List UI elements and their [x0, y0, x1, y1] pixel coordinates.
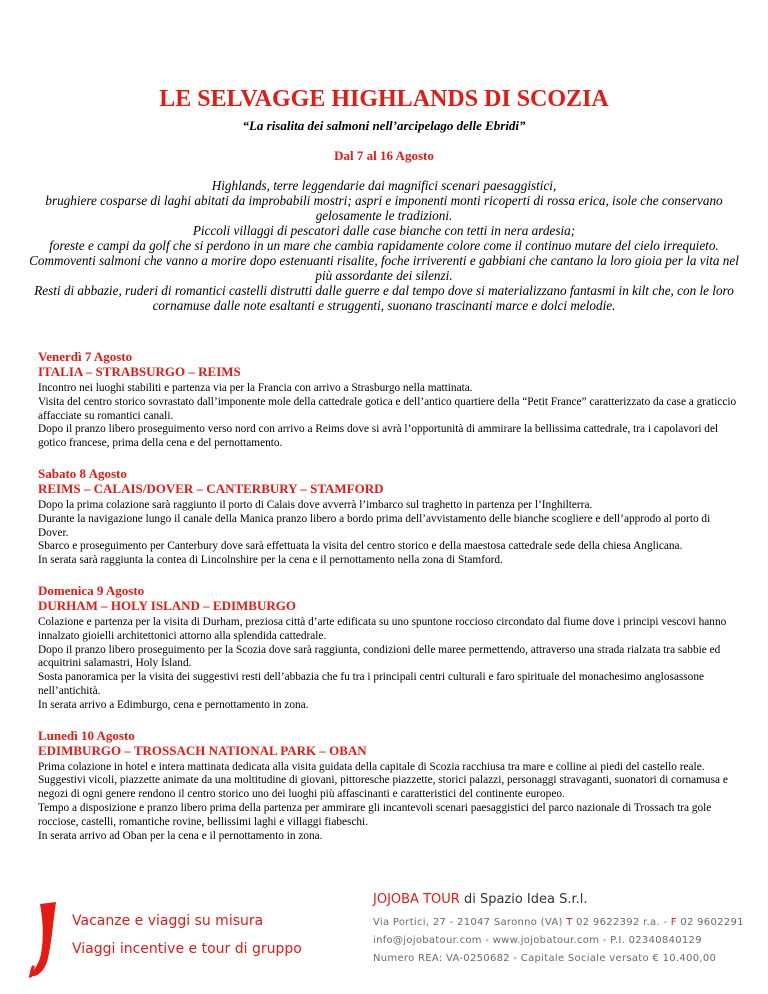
- fax: 02 9602291: [676, 917, 744, 928]
- day-paragraph: In serata sarà raggiunta la contea di Lincolnshire per la cena e il pernottamento nella zona di Stamford.: [38, 554, 503, 567]
- intro-line: Commoventi salmoni che vanno a morire dopo estenuanti risalite, foche irriverenti e gabbiani che cantano la loro gioia per la vita nel più assordante dei silenzi.: [29, 253, 739, 283]
- day-paragraph: Tempo a disposizione e pranzo libero prima della partenza per ammirare gli incantevoli scenari paesaggistici del parco nazionale di Trossach tra gole rocciose, castelli, romantiche rovine, bellissimi laghi e villaggi fiabeschi.: [38, 801, 712, 828]
- day-route: DURHAM – HOLY ISLAND – EDIMBURGO: [38, 597, 296, 613]
- day-paragraph: Incontro nei luoghi stabiliti e partenza via per la Francia con arrivo a Strasburgo nella mattinata.: [38, 382, 473, 394]
- day-route: ITALIA – STRABSURGO – REIMS: [38, 364, 241, 379]
- day-paragraph: In serata arrivo ad Oban per la cena e il pernottamento in zona.: [38, 829, 323, 842]
- intro-line: Resti di abbazie, ruderi di romantici castelli distrutti dalle guerre e dal tempo dove si materializzano fantasmi in kilt che, con le loro cornamuse dalle note esaltanti e struggenti, suonano trascinanti marce e dolci melodie.: [34, 283, 734, 313]
- day-paragraph: Colazione e partenza per la visita di Durham, preziosa città d’arte edificata su uno spuntone roccioso circondato dal fiume dove i principi vescovi hanno innalzato gioielli architettonici attorno alla splendida cattedrale.: [38, 615, 727, 642]
- footer-slogan: Viaggi incentive e tour di gruppo: [72, 941, 302, 957]
- day-paragraph: In serata arrivo a Edimburgo, cena e pernottamento in zona.: [38, 698, 309, 711]
- fax-label: F: [670, 917, 677, 928]
- day-route: EDIMBURGO – TROSSACH NATIONAL PARK – OBAN: [38, 742, 367, 758]
- itinerary: [38, 349, 738, 858]
- day-date: Venerdì 7 Agosto: [38, 349, 133, 364]
- day-route: REIMS – CALAIS/DOVER – CANTERBURY – STAMFORD: [38, 480, 384, 496]
- day-date: Lunedì 10 Agosto: [38, 727, 135, 743]
- day-paragraph: Sosta panoramica per la visita dei suggestivi resti dell’abbazia che fu tra i principali centri culturali e faro spirituale del monachesimo anglosassone nell’antichità.: [38, 671, 704, 697]
- company-brand: JOJOBA TOUR: [373, 892, 460, 907]
- tel-label: T: [566, 917, 573, 928]
- itinerary-day: [38, 583, 738, 713]
- intro-line: Highlands, terre leggendarie dai magnifici scenari paesaggistici,: [211, 178, 557, 193]
- day-paragraph: Durante la navigazione lungo il canale della Manica pranzo libero a bordo prima dell’avvistamento delle bianche scogliere e dell’approdo al porto di Dover.: [38, 512, 711, 539]
- intro-line: brughiere cosparse di laghi abitati da improbabili mostri; aspri e imponenti monti ricoperti di rossa erica, isole che conservano gelosamente le tradizioni.: [45, 193, 723, 223]
- contact-address-line: [373, 914, 744, 932]
- intro-line: foreste e campi da golf che si perdono in un mare che cambia rapidamente colore come il continuo mutare del cielo irrequieto.: [49, 238, 719, 253]
- footer-slogan: Vacanze e viaggi su misura: [72, 913, 264, 929]
- day-paragraph: Dopo il pranzo libero proseguimento per la Scozia dove sarà raggiunta, condizioni delle maree permettendo, attraverso una strada rialzata tra sabbie ed acquitrini salamastri, Holy Island.: [38, 643, 721, 670]
- day-date: Domenica 9 Agosto: [38, 582, 145, 598]
- intro-text: [22, 178, 746, 313]
- day-description: [38, 499, 738, 568]
- contact-rea-line: Numero REA: VA-0250682 - Capitale Sociale versato € 10.400,00: [373, 953, 717, 964]
- jojoba-logo-icon: [26, 900, 66, 980]
- day-paragraph: Suggestivi vicoli, piazzette animate da una moltitudine di giovani, pittoresche piazzette, storici palazzi, personaggi stravaganti, suonatori di cornamusa e negozi di ogni genere rendono il centro storico uno dei luoghi più affascinanti e caratteristici del continente europeo.: [38, 774, 728, 801]
- day-date: Sabato 8 Agosto: [38, 465, 127, 481]
- day-description: [38, 761, 738, 844]
- telephone: 02 9622392 r.a. -: [572, 917, 671, 928]
- day-paragraph: Prima colazione in hotel e intera mattinata dedicata alla visita guidata della capitale di Scozia racchiusa tra mare e colline ai piedi del castello reale.: [38, 760, 705, 773]
- intro-line: Piccoli villaggi di pescatori dalle case bianche con tetti in nera ardesia;: [192, 223, 576, 238]
- company-name: [373, 892, 588, 907]
- itinerary-day: [38, 728, 738, 844]
- company-contacts: [373, 914, 744, 968]
- company-legal-name: di Spazio Idea S.r.l.: [459, 892, 588, 907]
- contact-web-line: info@jojobatour.com - www.jojobatour.com - P.I. 02340840129: [373, 935, 702, 946]
- day-paragraph: Sbarco e proseguimento per Canterbury dove sarà effettuata la visita del centro storico e della maestosa cattedrale sede della chiesa Anglicana.: [38, 540, 683, 553]
- page-title: LE SELVAGGE HIGHLANDS DI SCOZIA: [159, 86, 609, 112]
- itinerary-day: [38, 349, 738, 451]
- page-subtitle: “La risalita dei salmoni nell’arcipelago delle Ebridi”: [242, 118, 526, 133]
- day-paragraph: Dopo il pranzo libero proseguimento verso nord con arrivo a Reims dove si avrà l’opportunità di ammirare la bellissima cattedrale, tra i capolavori del gotico francese, prima della cena e del pernottamento.: [38, 423, 719, 450]
- day-description: [38, 616, 738, 713]
- trip-dates: Dal 7 al 16 Agosto: [334, 148, 434, 163]
- day-paragraph: Dopo la prima colazione sarà raggiunto il porto di Calais dove avverrà l’imbarco sul traghetto in partenza per l’Inghilterra.: [38, 498, 593, 511]
- day-paragraph: Visita del centro storico sovrastato dall’imponente mole della cattedrale gotica e dell’antico quartiere della “Petit France” caratterizzato da case a graticcio affacciate su romantici canali.: [38, 395, 737, 422]
- address: Via Portici, 27 - 21047 Saronno (VA): [373, 917, 567, 928]
- itinerary-day: [38, 466, 738, 568]
- day-description: [38, 382, 738, 451]
